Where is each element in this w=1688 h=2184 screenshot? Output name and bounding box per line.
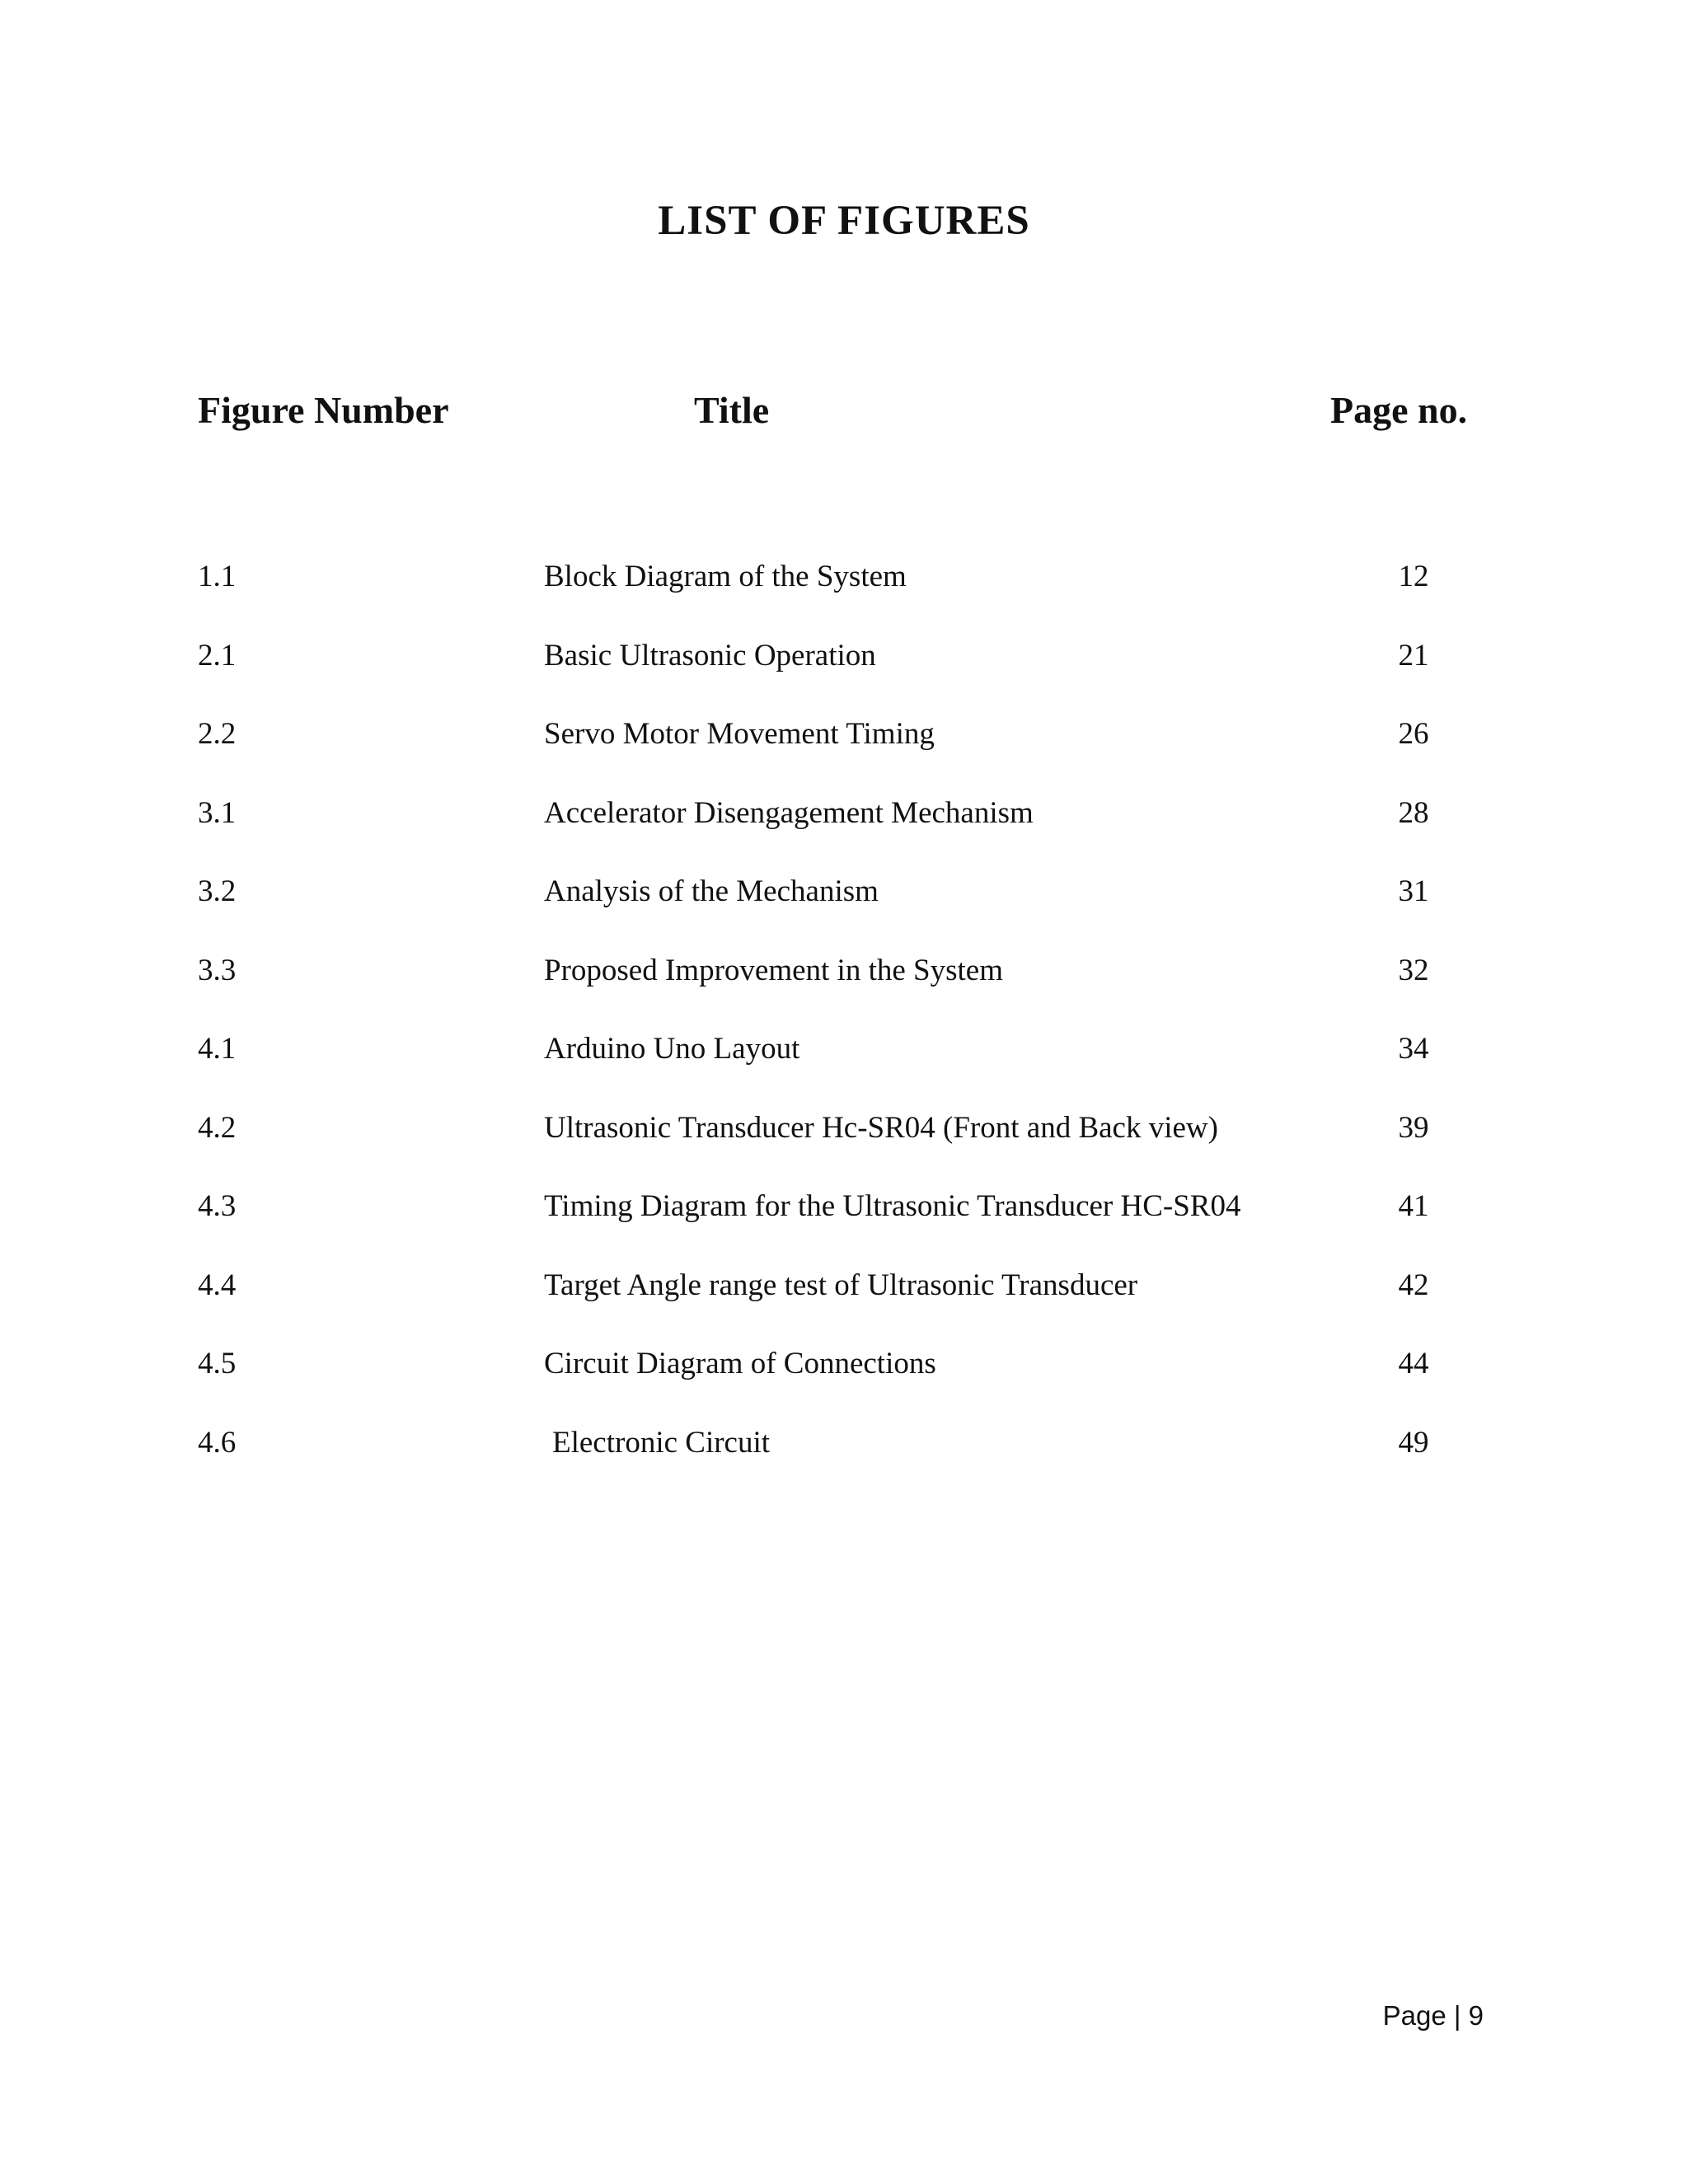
- figure-number: 4.1: [198, 1032, 237, 1066]
- figure-row: [0, 1263, 1688, 1342]
- page-footer: Page | 9: [1382, 2000, 1484, 2031]
- figure-row: [0, 554, 1688, 633]
- figure-page: 12: [1398, 560, 1429, 593]
- figure-title: Block Diagram of the System: [544, 560, 907, 593]
- figure-number: 4.3: [198, 1189, 237, 1223]
- figure-title: Proposed Improvement in the System: [544, 953, 1003, 987]
- figures-list: [0, 554, 1688, 1498]
- figure-row: [0, 1183, 1688, 1263]
- figure-title: Circuit Diagram of Connections: [544, 1347, 936, 1380]
- figure-number: 4.6: [198, 1425, 237, 1460]
- figure-page: 49: [1398, 1425, 1429, 1460]
- figure-number: 3.2: [198, 874, 237, 908]
- figure-row: [0, 790, 1688, 869]
- figure-row: [0, 948, 1688, 1027]
- figure-number: 4.4: [198, 1268, 237, 1302]
- figure-page: 28: [1398, 795, 1429, 830]
- figure-page: 42: [1398, 1268, 1429, 1302]
- figure-number: 4.5: [198, 1347, 237, 1380]
- figure-page: 34: [1398, 1032, 1429, 1066]
- figure-page: 39: [1398, 1110, 1429, 1145]
- figure-row: [0, 633, 1688, 712]
- figure-number: 3.1: [198, 795, 237, 830]
- figure-row: [0, 1420, 1688, 1499]
- figure-title: Servo Motor Movement Timing: [544, 717, 935, 751]
- figure-page: 21: [1398, 638, 1429, 673]
- figure-number: 2.2: [198, 717, 237, 751]
- figure-page: 31: [1398, 874, 1429, 908]
- figure-page: 44: [1398, 1347, 1429, 1380]
- figure-title: Target Angle range test of Ultrasonic Transducer: [544, 1268, 1138, 1302]
- page-title: LIST OF FIGURES: [658, 198, 1030, 244]
- figure-title: Analysis of the Mechanism: [544, 874, 879, 908]
- figure-page: 41: [1398, 1189, 1429, 1223]
- header-page-no: Page no.: [1330, 389, 1468, 431]
- header-figure-number: Figure Number: [198, 389, 449, 431]
- figure-page: 26: [1398, 717, 1429, 751]
- figure-number: 1.1: [198, 560, 237, 593]
- figure-row: [0, 1341, 1688, 1420]
- figure-number: 2.1: [198, 638, 237, 673]
- figure-number: 4.2: [198, 1110, 237, 1145]
- figure-page: 32: [1398, 953, 1429, 987]
- figure-title: Arduino Uno Layout: [544, 1032, 800, 1066]
- figure-title: Ultrasonic Transducer Hc-SR04 (Front and Back view): [544, 1110, 1218, 1145]
- figure-row: [0, 1105, 1688, 1184]
- figure-title: Electronic Circuit: [552, 1425, 771, 1460]
- figure-number: 3.3: [198, 953, 237, 987]
- figure-row: [0, 869, 1688, 948]
- figure-row: [0, 1026, 1688, 1105]
- header-title: Title: [694, 389, 770, 431]
- figure-title: Basic Ultrasonic Operation: [544, 638, 876, 673]
- figure-row: [0, 711, 1688, 790]
- figure-title: Accelerator Disengagement Mechanism: [544, 795, 1034, 830]
- figure-title: Timing Diagram for the Ultrasonic Transducer HC-SR04: [544, 1189, 1241, 1223]
